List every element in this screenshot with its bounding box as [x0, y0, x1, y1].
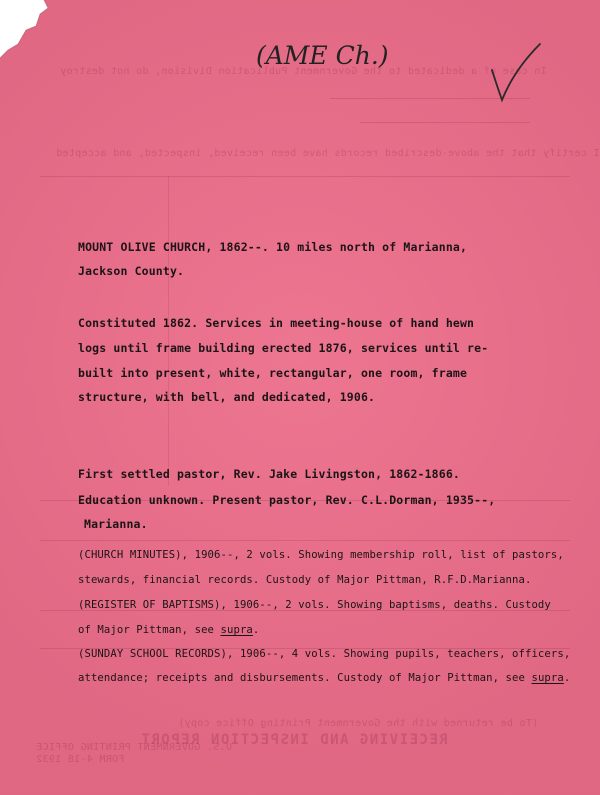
supra-reference: supra — [220, 624, 253, 636]
handwritten-note-text: (AME Ch.) — [256, 41, 389, 70]
sunday-school-records-period: . — [563, 672, 571, 684]
torn-corner — [0, 0, 60, 60]
pastors-line: First settled pastor, Rev. Jake Livingston, 1862-1866. — [78, 467, 460, 481]
ghost-rule — [168, 176, 169, 486]
ghost-text: U.S. GOVERNMENT PRINTING OFFICE — [36, 742, 232, 753]
history-line: logs until frame building erected 1876, services until re- — [78, 341, 489, 355]
sunday-school-records-text: attendance; receipts and disbursements. Custody of Major Pittman, see — [78, 672, 532, 684]
pastors-line: Marianna. — [84, 517, 148, 531]
church-minutes-line: stewards, financial records. Custody of Major Pittman, R.F.D.Marianna. — [78, 574, 532, 586]
register-of-baptisms-line — [78, 624, 259, 636]
ghost-title: RECEIVING AND INSPECTION REPORT — [140, 732, 448, 748]
history-line: Constituted 1862. Services in meeting-house of hand hewn — [78, 316, 475, 330]
ghost-rule — [360, 122, 530, 123]
sunday-school-records-line: (SUNDAY SCHOOL RECORDS), 1906--, 4 vols. Showing pupils, teachers, officers, — [78, 648, 571, 660]
ghost-text: I certify that the above-described records have been received, inspected, and accepted — [56, 148, 600, 159]
ghost-text: (To be returned with the Government Printing Office copy) — [178, 718, 539, 729]
ghost-rule — [330, 98, 530, 99]
ghost-rule — [40, 176, 570, 177]
register-of-baptisms-line: (REGISTER OF BAPTISMS), 1906--, 2 vols. Showing baptisms, deaths. Custody — [78, 599, 551, 611]
ghost-text: FORM 4-18 1932 — [36, 754, 125, 765]
pastors-line: Education unknown. Present pastor, Rev. C.L.Dorman, 1935--, — [78, 493, 496, 507]
church-minutes-line: (CHURCH MINUTES), 1906--, 2 vols. Showing membership roll, list of pastors, — [78, 549, 564, 561]
heading-line-1: MOUNT OLIVE CHURCH, 1862--. 10 miles north of Marianna, — [78, 240, 468, 254]
register-of-baptisms-period: . — [252, 624, 260, 636]
history-line: structure, with bell, and dedicated, 1906. — [78, 390, 376, 404]
register-of-baptisms-text: of Major Pittman, see — [78, 624, 221, 636]
sunday-school-records-line — [78, 672, 570, 684]
supra-reference: supra — [531, 672, 564, 684]
ghost-text: In case of a dedicated to the Government Publication Division, do not destroy — [60, 66, 547, 77]
history-line: built into present, white, rectangular, one room, frame — [78, 366, 468, 380]
heading-line-2: Jackson County. — [78, 264, 185, 278]
ghost-rule — [40, 540, 570, 541]
